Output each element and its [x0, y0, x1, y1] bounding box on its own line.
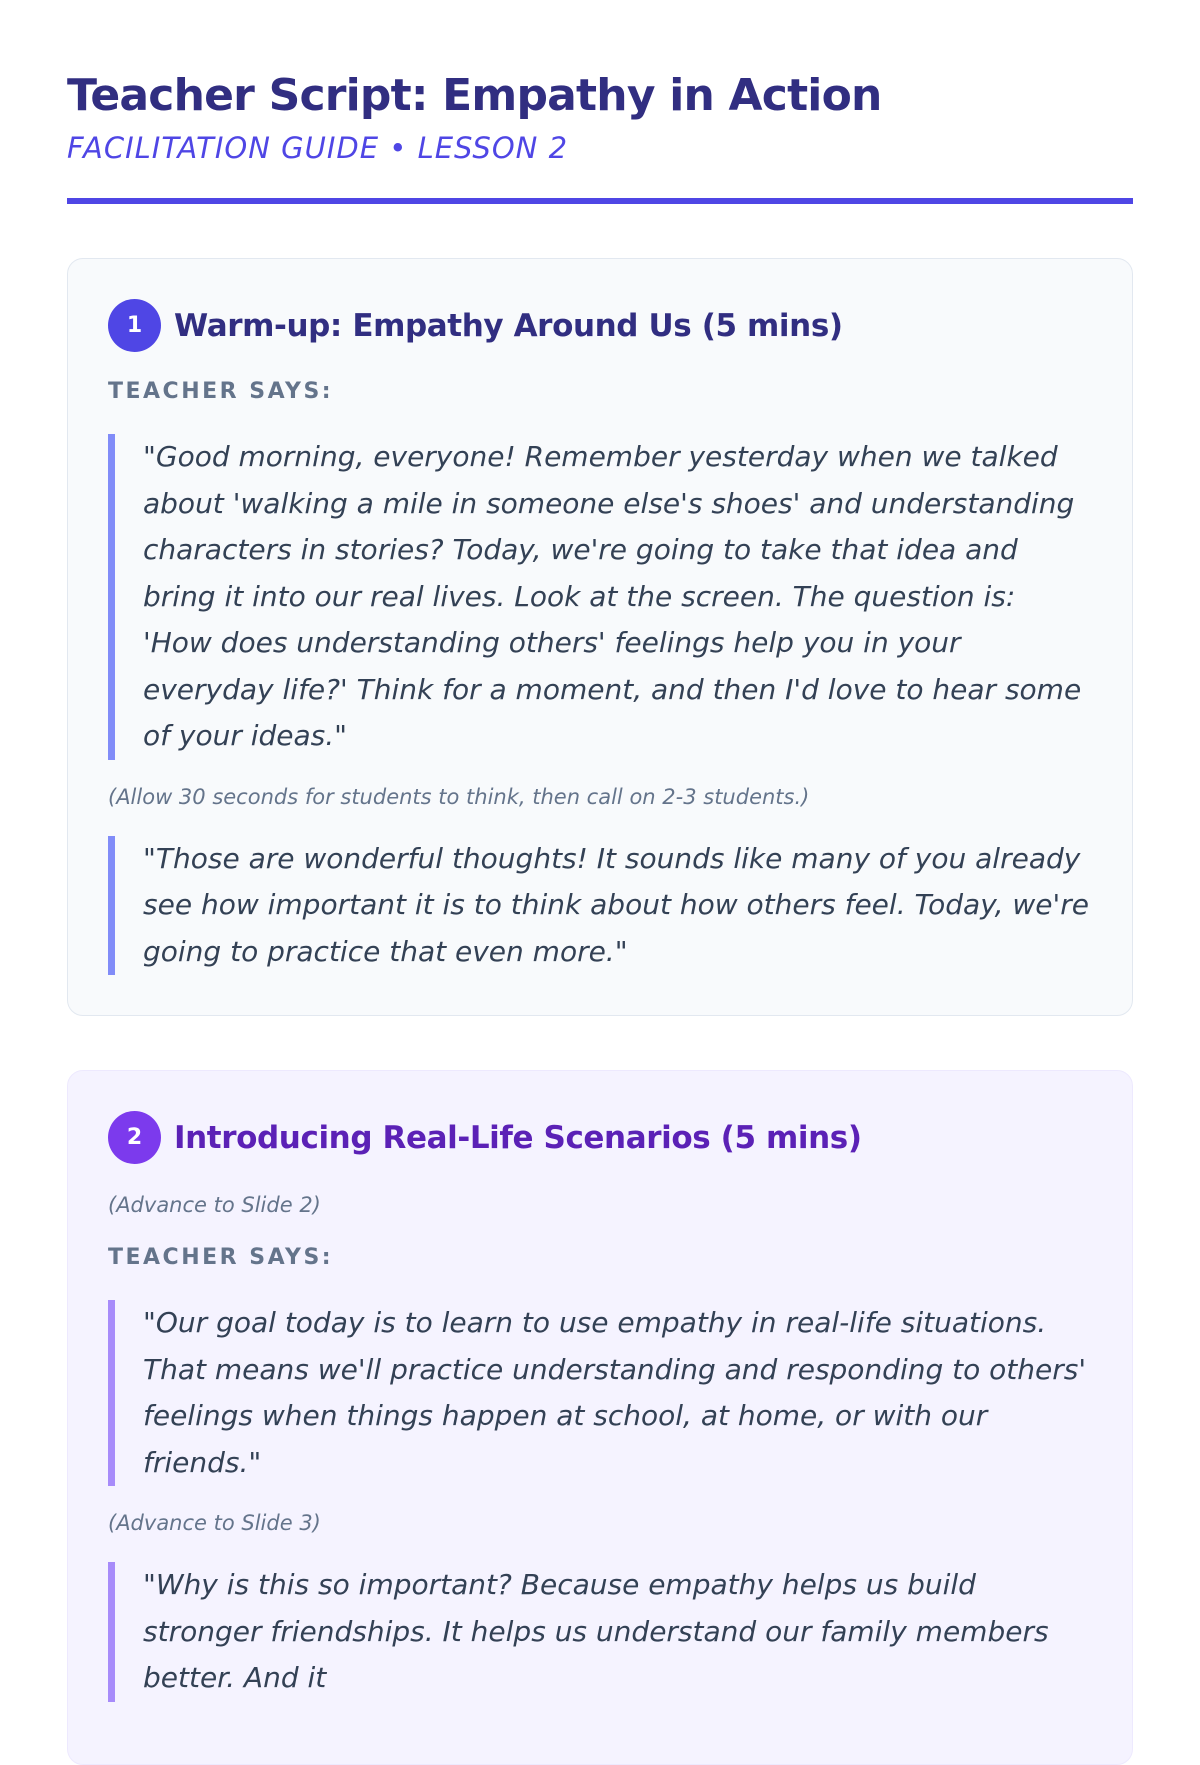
section-warm-up — [67, 258, 1133, 1016]
teacher-says-label: TEACHER SAYS: — [108, 379, 334, 404]
section-header — [108, 299, 1092, 352]
page-subtitle: FACILITATION GUIDE • LESSON 2 — [67, 131, 569, 165]
step-number-badge: 2 — [108, 1111, 161, 1164]
section-real-life-scenarios — [67, 1070, 1133, 1765]
stage-direction: (Allow 30 seconds for students to think, then call on 2-3 students.) — [108, 784, 810, 809]
step-number-badge: 1 — [108, 299, 161, 352]
stage-direction: (Advance to Slide 2) — [108, 1193, 321, 1217]
page-title: Teacher Script: Empathy in Action — [67, 70, 882, 121]
teacher-says-label: TEACHER SAYS: — [108, 1245, 334, 1270]
section-title: Introducing Real-Life Scenarios (5 mins) — [174, 1119, 862, 1156]
teacher-quote: "Our goal today is to learn to use empathy in real-life situations. That means we'll practice understanding and responding to others' feelings when things happen at school, at home, or with our friends." — [108, 1300, 1092, 1486]
section-header — [108, 1111, 1092, 1164]
section-title: Warm-up: Empathy Around Us (5 mins) — [174, 307, 843, 344]
teacher-quote: "Good morning, everyone! Remember yesterday when we talked about 'walking a mile in someone else's shoes' and understanding characters in stories? Today, we're going to take that idea and bring it into our real lives. Look at the screen. The question is: 'How does understanding others' feelings help you in your everyday life?' Think for a moment, and then I'd love to hear some of your ideas." — [108, 434, 1092, 760]
document-header — [67, 68, 1133, 204]
teacher-quote: "Why is this so important? Because empathy helps us build stronger friendships. It helps us understand our family members better. And it — [108, 1562, 1092, 1702]
teacher-quote: "Those are wonderful thoughts! It sounds like many of you already see how important it is to think about how others feel. Today, we're going to practice that even more." — [108, 836, 1092, 976]
stage-direction: (Advance to Slide 3) — [108, 1511, 321, 1535]
